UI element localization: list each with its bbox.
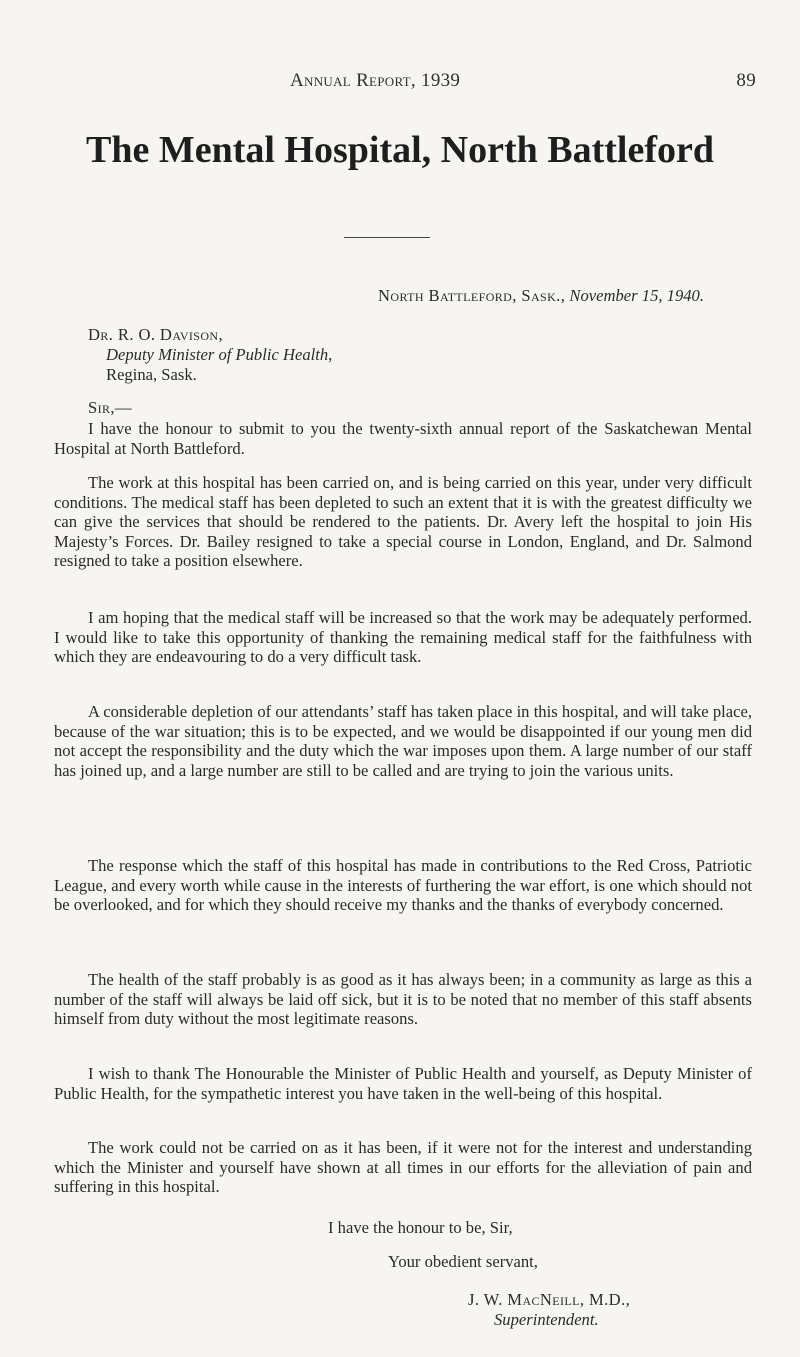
running-header — [0, 70, 800, 94]
paragraph-8: The work could not be carried on as it has been, if it were not for the interest and understanding which the Minister and yourself have shown at all times in our efforts for the alleviation of pain and suffering in this hospital. — [54, 1138, 752, 1197]
signature-title: Superintendent. — [494, 1310, 599, 1329]
addressee-block — [88, 325, 332, 385]
addressee-city: Regina, Sask. — [106, 365, 197, 384]
signature-block — [468, 1290, 630, 1330]
dateline-place: North Battleford, Sask., — [378, 286, 566, 305]
addressee-position: Deputy Minister of Public Health, — [106, 345, 333, 364]
addressee-name: Dr. R. O. Davison, — [88, 325, 224, 344]
title-rule — [344, 237, 430, 238]
dateline-date: November 15, 1940. — [569, 286, 704, 305]
signature-name: J. W. MacNeill, M.D., — [468, 1290, 631, 1309]
dateline — [378, 286, 704, 306]
salutation: Sir,— — [88, 398, 132, 417]
page-number: 89 — [736, 70, 756, 91]
paragraph-2: The work at this hospital has been carried on, and is being carried on this year, under very difficult conditions. The medical staff has been depleted to such an extent that it is with the greatest difficulty we can give the services that should be rendered to the patients. Dr. Avery left the hospital to join His Majesty’s Forces. Dr. Bailey resigned to take a special course in London, England, and Dr. Salmond resigned to take a position elsewhere. — [54, 473, 752, 571]
page-title: The Mental Hospital, North Battleford — [85, 129, 714, 171]
closing-line-2: Your obedient servant, — [388, 1252, 538, 1271]
running-title: Annual Report, 1939 — [290, 70, 461, 91]
paragraph-6: The health of the staff probably is as good as it has always been; in a community as large as this a number of the staff will always be laid off sick, but it is to be noted that no member of this staff absents himself from duty without the most legitimate reasons. — [54, 970, 752, 1029]
paragraph-4: A considerable depletion of our attendants’ staff has taken place in this hospital, and will take place, because of the war situation; this is to be expected, and we would be disappointed if our young men did not accept the responsibility and the duty which the war imposes upon them. A large number of our staff has joined up, and a large number are still to be called and are trying to join the various units. — [54, 702, 752, 780]
paragraph-7: I wish to thank The Honourable the Minister of Public Health and yourself, as Deputy Minister of Public Health, for the sympathetic interest you have taken in the well-being of this hospital. — [54, 1064, 752, 1103]
closing-line-1: I have the honour to be, Sir, — [328, 1218, 513, 1237]
paragraph-5: The response which the staff of this hospital has made in contributions to the Red Cross, Patriotic League, and every worth while cause in the interests of furthering the war effort, is one which should not be overlooked, and for which they should receive my thanks and the thanks of everybody concerned. — [54, 856, 752, 915]
paragraph-1: I have the honour to submit to you the twenty-sixth annual report of the Saskatchewan Mental Hospital at North Battleford. — [54, 419, 752, 458]
paragraph-3: I am hoping that the medical staff will be increased so that the work may be adequately performed. I would like to take this opportunity of thanking the remaining medical staff for the faithfulness with which they are endeavouring to do a very difficult task. — [54, 608, 752, 667]
